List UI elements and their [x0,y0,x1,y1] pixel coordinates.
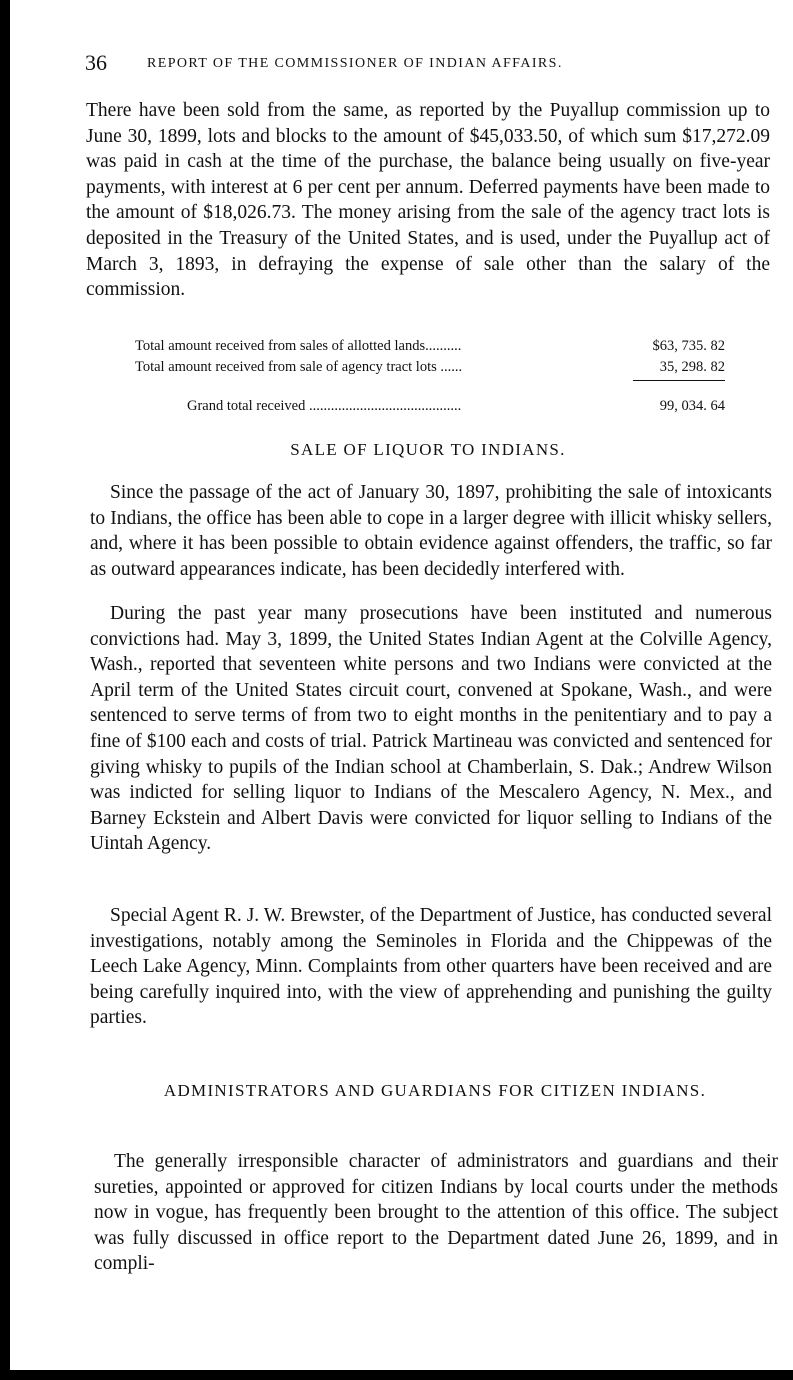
scan-left-border [0,0,10,1380]
liquor-paragraph: Special Agent R. J. W. Brewster, of the Department of Justice, has conducted several investigations, notably among the Seminoles in Florida and the Chippewas of the Leech Lake Agency, Minn. Complaints from other quarters have been received and are being carefully inquired into, with the view of apprehending and punishing the guilty parties. [90,905,772,1029]
totals-row-label: Total amount received from sales of allotted lands.......... [135,338,462,354]
sum-rule [633,380,725,381]
totals-row [135,359,725,380]
liquor-paragraph: During the past year many prosecutions have been instituted and numerous convictions had. May 3, 1899, the United States Indian Agent at the Colville Agency, Wash., reported that seventeen white persons and two Indians were convicted at the April term of the United States circuit court, convened at Spokane, Wash., and were sentenced to serve terms of from two to eight months in the penitentiary and to pay a fine of $100 each and costs of trial. Patrick Martineau was convicted and sentenced for giving whisky to pupils of the Indian school at Chamberlain, S. Dak.; Andrew Wilson was indicted for selling liquor to Indians of the Mescalero Agency, N. Mex., and Barney Eckstein and Albert Davis were convicted for liquor selling to Indians of the Uintah Agency. [90,603,772,855]
section-heading-administrators: ADMINISTRATORS AND GUARDIANS FOR CITIZEN INDIANS. [163,1081,707,1100]
totals-row-label: Total amount received from sale of agency tract lots ...... [135,359,463,375]
totals-row-value: $63, 735. 82 [652,338,725,354]
totals-table [135,338,725,419]
intro-paragraph: There have been sold from the same, as reported by the Puyallup commission up to June 30, 1899, lots and blocks to the amount of $45,033.50, of which sum $17,272.09 was paid in cash at the time of the purchase, the balance being usually on five-year payments, with interest at 6 per cent per annum. Deferred payments have been made to the amount of $18,026.73. The money arising from the sale of the agency tract lots is deposited in the Treasury of the United States, and is used, under the Puyallup act of March 3, 1893, in defraying the expense of sale other than the salary of the commission. [86,100,770,301]
section-heading-liquor: SALE OF LIQUOR TO INDIANS. [290,440,566,459]
page-number: 36 [85,50,107,75]
scan-bottom-border [0,1370,793,1380]
running-head: REPORT OF THE COMMISSIONER OF INDIAN AFFAIRS. [147,56,563,71]
page-header [85,50,765,80]
grand-total-label: Grand total received .......................................... [187,398,462,414]
grand-total-row [135,398,725,419]
totals-row-value: 35, 298. 82 [659,359,725,375]
administrators-paragraph: The generally irresponsible character of administrators and guardians and their sureties, appointed or approved for citizen Indians by local courts under the methods now in vogue, has frequently been brought to the attention of this office. The subject was fully discussed in office report to the Department dated June 26, 1899, and in compli- [94,1151,778,1275]
totals-row [135,338,725,359]
liquor-paragraph: Since the passage of the act of January 30, 1897, prohibiting the sale of intoxicants to Indians, the office has been able to cope in a larger degree with illicit whisky sellers, and, where it has been possible to obtain evidence against offenders, the traffic, so far as outward appearances indicate, has been decidedly interfered with. [90,482,772,580]
grand-total-value: 99, 034. 64 [659,398,725,414]
